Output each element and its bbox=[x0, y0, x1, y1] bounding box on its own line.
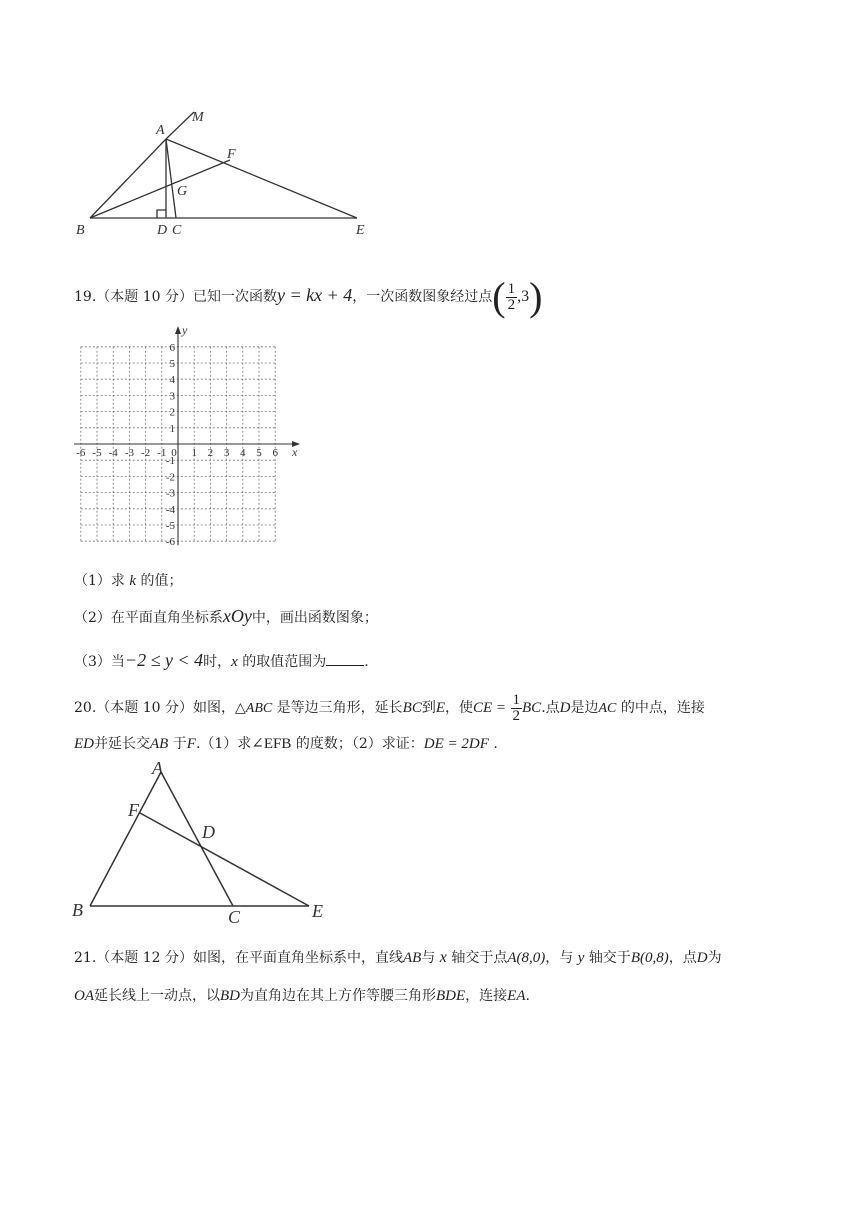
q19-part3-var: x bbox=[231, 654, 238, 670]
q21-text-k: . bbox=[525, 988, 530, 1004]
q21-text-c: 轴交于点 bbox=[451, 950, 508, 966]
q20-text-c: 到 bbox=[421, 700, 436, 716]
y-tick-label: 4 bbox=[169, 374, 175, 387]
q19-equation: y = kx + 4 bbox=[276, 285, 353, 305]
x-tick-label: -1 bbox=[157, 447, 167, 459]
q20-label-D: D bbox=[202, 822, 215, 842]
x-tick-label: -6 bbox=[76, 447, 86, 459]
q20-text-b: 是等边三角形，延长 bbox=[276, 700, 403, 716]
q19-point-num: 1 bbox=[507, 280, 516, 297]
origin-label: 0 bbox=[171, 447, 177, 459]
q21-bd: BD bbox=[220, 988, 240, 1004]
q20-ce-eq: CE = bbox=[473, 700, 507, 716]
q21-text-g: 为 bbox=[707, 950, 722, 966]
q21-text-i: 为直角边在其上方作等腰三角形 bbox=[240, 988, 436, 1004]
q21-text-d: ，与 bbox=[545, 950, 574, 966]
q20-proof: DE = 2DF bbox=[423, 736, 489, 752]
q20-label-F: F bbox=[128, 800, 139, 820]
q20-bc: BC bbox=[402, 700, 422, 716]
q21-point-b: B(0,8) bbox=[630, 950, 669, 966]
q21-ab: AB bbox=[402, 950, 422, 966]
q21-oa: OA bbox=[74, 988, 94, 1004]
q20-text-i: 于 bbox=[172, 736, 187, 752]
q21-text-j: ，连接 bbox=[465, 988, 508, 1004]
q20-text-a: 如图，△ bbox=[192, 700, 246, 716]
q21-line2 bbox=[74, 986, 530, 1006]
label-C: C bbox=[172, 223, 182, 238]
x-tick-label: -3 bbox=[124, 447, 134, 459]
q19-paren-left: ( bbox=[492, 274, 506, 319]
x-tick-label: 4 bbox=[240, 447, 246, 459]
y-tick-label: -1 bbox=[165, 455, 175, 468]
q19-paren-right: ) bbox=[529, 274, 543, 319]
label-B: B bbox=[76, 223, 85, 238]
q21-d: D bbox=[696, 950, 708, 966]
x-tick-label: 5 bbox=[256, 447, 262, 459]
y-tick-label: -2 bbox=[165, 471, 175, 484]
q19-part1-var: k bbox=[129, 573, 137, 589]
q20-label-A: A bbox=[152, 760, 163, 778]
q19-number: 19. bbox=[74, 289, 97, 305]
q19-point-fraction bbox=[506, 282, 518, 313]
q19-part3-suffix: 的取值范围为 bbox=[242, 654, 327, 670]
q19-score: （本题 10 分） bbox=[96, 289, 193, 305]
q21-number: 21. bbox=[74, 950, 97, 966]
q19-part2-math: xOy bbox=[222, 606, 252, 626]
q19-part1-suffix: 的值； bbox=[140, 573, 183, 589]
y-tick-label: 5 bbox=[169, 358, 175, 370]
q20-text-l: . bbox=[493, 736, 498, 752]
y-tick-label: -6 bbox=[165, 536, 175, 549]
label-G: G bbox=[177, 184, 188, 199]
x-tick-label: 2 bbox=[207, 447, 214, 459]
label-F: F bbox=[227, 147, 236, 162]
x-tick-label: 6 bbox=[272, 447, 278, 459]
y-tick-label: 2 bbox=[169, 406, 175, 419]
q21-line1 bbox=[74, 948, 722, 968]
x-tick-label: -4 bbox=[108, 447, 118, 459]
q20-text-d: ，使 bbox=[445, 700, 474, 716]
q20-frac-den: 2 bbox=[512, 707, 521, 724]
q20-angle: ∠EFB bbox=[251, 736, 292, 752]
x-tick-label: 3 bbox=[223, 447, 230, 459]
q21-y: y bbox=[577, 950, 585, 966]
q20-label-B: B bbox=[72, 900, 83, 920]
q20-frac-num: 1 bbox=[512, 691, 521, 708]
q20-score: （本题 10 分） bbox=[96, 700, 193, 716]
q20-label-C: C bbox=[228, 907, 241, 927]
y-axis-label: y bbox=[182, 324, 188, 337]
q20-ac: AC bbox=[598, 701, 617, 716]
q19-part2-prefix: （2）在平面直角坐标系 bbox=[74, 610, 223, 626]
q19-point-den: 2 bbox=[507, 296, 516, 313]
y-axis-arrow bbox=[175, 326, 181, 334]
q19-part3 bbox=[74, 650, 369, 672]
q21-text-h: 延长线上一动点，以 bbox=[94, 988, 220, 1004]
q19-part2-suffix: 中，画出函数图象； bbox=[251, 610, 378, 626]
q20-text-j: .（1）求 bbox=[195, 736, 252, 752]
x-tick-label: -5 bbox=[92, 447, 102, 459]
q20-f: F bbox=[186, 736, 196, 752]
figure-18 bbox=[70, 100, 390, 245]
q20-label-E: E bbox=[312, 901, 323, 921]
label-A: A bbox=[156, 123, 165, 138]
q20-bc2: BC bbox=[522, 700, 542, 716]
q19-part3-end: . bbox=[364, 654, 369, 670]
q20-ed: ED bbox=[74, 736, 94, 752]
x-tick-label: -2 bbox=[141, 447, 151, 459]
q20-d: D bbox=[559, 700, 571, 716]
q21-ea: EA bbox=[507, 988, 526, 1004]
q19-part1-prefix: （1）求 bbox=[74, 573, 125, 589]
q20-ab: AB bbox=[150, 736, 169, 752]
q19-stem bbox=[74, 274, 543, 319]
y-tick-label: -5 bbox=[165, 520, 175, 532]
q19-answer-blank[interactable] bbox=[326, 651, 364, 666]
q19-text-a: 已知一次函数 bbox=[192, 289, 277, 305]
q21-point-a: A(8,0) bbox=[507, 950, 546, 966]
q20-text-k: 的度数；（2）求证： bbox=[295, 736, 424, 752]
q21-bde: BDE bbox=[436, 988, 466, 1004]
q20-line2 bbox=[74, 734, 498, 754]
q20-fraction bbox=[511, 693, 523, 724]
q20-text-g: 的中点，连接 bbox=[620, 700, 705, 716]
y-tick-label: -3 bbox=[165, 487, 175, 500]
y-tick-label: 3 bbox=[169, 390, 175, 403]
label-E: E bbox=[356, 223, 365, 238]
q21-text-e: 轴交于 bbox=[588, 950, 631, 966]
y-tick-label: -4 bbox=[165, 503, 175, 516]
q20-line1 bbox=[74, 690, 705, 727]
label-M: M bbox=[192, 110, 204, 125]
y-tick-label: 6 bbox=[169, 341, 175, 354]
q20-e: E bbox=[435, 700, 446, 716]
q19-part2 bbox=[74, 606, 378, 628]
q21-text-b: 与 bbox=[421, 950, 436, 966]
q21-text-f: ，点 bbox=[668, 950, 697, 966]
q20-abc: ABC bbox=[245, 701, 273, 716]
label-D: D bbox=[157, 223, 168, 238]
q19-text-b: ，一次函数图象经过点 bbox=[352, 289, 493, 305]
q20-text-e: .点 bbox=[541, 700, 560, 716]
q20-number: 20. bbox=[74, 700, 97, 716]
q20-text-h: 并延长交 bbox=[94, 736, 150, 752]
q19-part3-mid: 时， bbox=[203, 654, 232, 670]
y-tick-label: 1 bbox=[169, 422, 175, 435]
figure-20 bbox=[66, 760, 346, 930]
x-axis-label: x bbox=[292, 445, 298, 459]
q21-score: （本题 12 分） bbox=[96, 950, 193, 966]
q19-part3-math: −2 ≤ y < 4 bbox=[124, 650, 204, 670]
q19-part3-prefix: （3）当 bbox=[74, 654, 125, 670]
q21-x: x bbox=[439, 949, 447, 966]
coordinate-grid[interactable] bbox=[70, 324, 310, 554]
x-tick-label: 1 bbox=[191, 447, 197, 459]
q21-text-a: 如图，在平面直角坐标系中，直线 bbox=[192, 950, 403, 966]
q19-point-rest: ,3 bbox=[517, 288, 530, 305]
q19-part1 bbox=[74, 571, 183, 591]
q20-text-f: 是边 bbox=[570, 700, 599, 716]
